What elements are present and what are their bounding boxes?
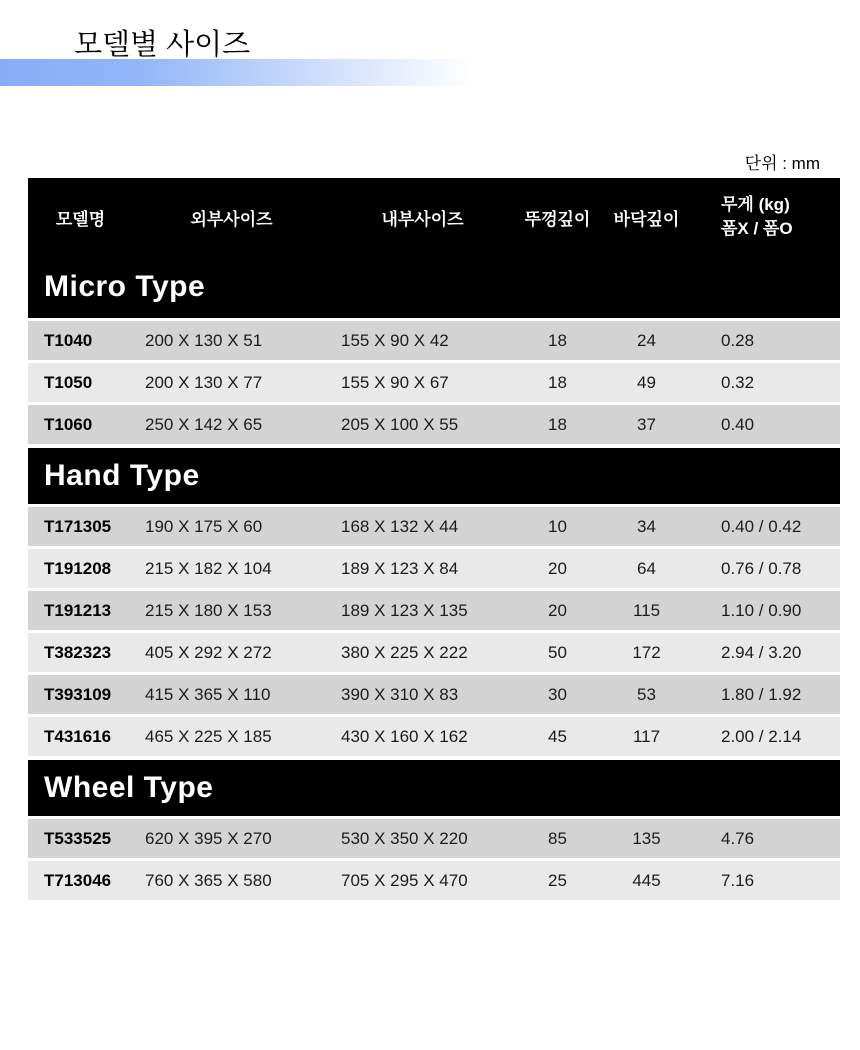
cell-inner-size: 155 X 90 X 42 — [341, 330, 449, 350]
column-header-outer-size: 외부사이즈 — [190, 209, 273, 229]
cell-inner-size: 189 X 123 X 135 — [341, 600, 468, 620]
section-header-band — [28, 256, 840, 318]
cell-outer-size: 215 X 182 X 104 — [145, 558, 272, 578]
cell-lid-depth: 20 — [548, 600, 567, 620]
cell-model-name: T393109 — [44, 684, 112, 704]
section-title: Wheel Type — [44, 771, 214, 804]
column-header-inner-size: 내부사이즈 — [381, 209, 464, 229]
cell-model-name: T191213 — [44, 600, 112, 620]
cell-outer-size: 250 X 142 X 65 — [145, 414, 263, 434]
table-section — [28, 760, 840, 900]
cell-lid-depth: 20 — [548, 558, 567, 578]
cell-bottom-depth: 135 — [632, 828, 661, 848]
column-header-bottom-depth: 바닥깊이 — [613, 209, 680, 229]
cell-lid-depth: 30 — [548, 684, 567, 704]
cell-bottom-depth: 53 — [637, 684, 656, 704]
table-row — [28, 717, 840, 756]
cell-weight: 1.80 / 1.92 — [721, 684, 802, 704]
cell-weight: 0.76 / 0.78 — [721, 558, 802, 578]
cell-outer-size: 200 X 130 X 51 — [145, 330, 263, 350]
table-row — [28, 549, 840, 588]
cell-inner-size: 168 X 132 X 44 — [341, 516, 459, 536]
cell-outer-size: 190 X 175 X 60 — [145, 516, 263, 536]
section-title: Hand Type — [44, 459, 200, 492]
table-section — [28, 256, 840, 444]
section-header-band — [28, 760, 840, 816]
cell-bottom-depth: 34 — [637, 516, 656, 536]
cell-lid-depth: 18 — [548, 372, 567, 392]
table-body — [28, 256, 840, 900]
section-rows — [28, 819, 840, 900]
cell-inner-size: 155 X 90 X 67 — [341, 372, 449, 392]
section-rows — [28, 507, 840, 756]
cell-outer-size: 415 X 365 X 110 — [145, 684, 271, 704]
cell-weight: 0.32 — [721, 372, 755, 392]
section-title: Micro Type — [44, 270, 206, 303]
table-section — [28, 448, 840, 756]
cell-lid-depth: 18 — [548, 330, 567, 350]
page-title: 모델별 사이즈 — [74, 29, 251, 61]
cell-bottom-depth: 64 — [637, 558, 656, 578]
table-row — [28, 591, 840, 630]
table-row — [28, 819, 840, 858]
cell-model-name: T1040 — [44, 330, 93, 350]
cell-inner-size: 189 X 123 X 84 — [341, 558, 459, 578]
cell-bottom-depth: 445 — [632, 870, 661, 890]
cell-outer-size: 620 X 395 X 270 — [145, 828, 272, 848]
cell-bottom-depth: 24 — [637, 330, 656, 350]
weight-header-line2: 폼X / 폼O — [721, 219, 793, 238]
cell-outer-size: 215 X 180 X 153 — [145, 600, 272, 620]
model-size-table — [28, 178, 840, 900]
cell-lid-depth: 85 — [548, 828, 567, 848]
cell-inner-size: 705 X 295 X 470 — [341, 870, 468, 890]
column-header-model: 모델명 — [55, 209, 106, 229]
cell-weight: 7.16 — [721, 870, 755, 890]
cell-outer-size: 200 X 130 X 77 — [145, 372, 263, 392]
table-header-row — [28, 178, 840, 256]
cell-weight: 0.40 / 0.42 — [721, 516, 802, 536]
table-row — [28, 507, 840, 546]
unit-label: 단위 : mm — [744, 154, 820, 173]
cell-lid-depth: 10 — [548, 516, 567, 536]
cell-model-name: T431616 — [44, 726, 112, 746]
cell-model-name: T533525 — [44, 828, 112, 848]
cell-model-name: T1050 — [44, 372, 93, 392]
cell-model-name: T1060 — [44, 414, 93, 434]
cell-weight: 4.76 — [721, 828, 755, 848]
cell-bottom-depth: 115 — [632, 600, 661, 620]
column-header-lid-depth: 뚜껑깊이 — [524, 209, 591, 229]
table-row — [28, 363, 840, 402]
cell-lid-depth: 18 — [548, 414, 567, 434]
cell-outer-size: 405 X 292 X 272 — [145, 642, 272, 662]
cell-outer-size: 465 X 225 X 185 — [145, 726, 272, 746]
cell-model-name: T171305 — [44, 516, 112, 536]
cell-weight: 1.10 / 0.90 — [721, 600, 802, 620]
cell-outer-size: 760 X 365 X 580 — [145, 870, 272, 890]
cell-model-name: T713046 — [44, 870, 112, 890]
cell-lid-depth: 25 — [548, 870, 567, 890]
cell-bottom-depth: 37 — [637, 414, 656, 434]
cell-bottom-depth: 117 — [632, 726, 661, 746]
table-row — [28, 861, 840, 900]
weight-header-line1: 무게 (kg) — [721, 195, 790, 214]
cell-weight: 2.94 / 3.20 — [721, 642, 802, 662]
cell-lid-depth: 50 — [548, 642, 567, 662]
section-rows — [28, 321, 840, 444]
cell-model-name: T191208 — [44, 558, 112, 578]
cell-inner-size: 380 X 225 X 222 — [341, 642, 468, 662]
title-accent-bar — [0, 59, 860, 86]
cell-model-name: T382323 — [44, 642, 112, 662]
cell-inner-size: 530 X 350 X 220 — [341, 828, 468, 848]
cell-bottom-depth: 49 — [637, 372, 656, 392]
column-header-weight — [693, 193, 840, 241]
table-row — [28, 405, 840, 444]
table-row — [28, 321, 840, 360]
cell-weight: 0.40 — [721, 414, 755, 434]
cell-inner-size: 390 X 310 X 83 — [341, 684, 459, 704]
cell-inner-size: 205 X 100 X 55 — [341, 414, 459, 434]
table-row — [28, 633, 840, 672]
cell-lid-depth: 45 — [548, 726, 567, 746]
cell-inner-size: 430 X 160 X 162 — [341, 726, 468, 746]
cell-bottom-depth: 172 — [632, 642, 661, 662]
table-row — [28, 675, 840, 714]
section-header-band — [28, 448, 840, 504]
cell-weight: 2.00 / 2.14 — [721, 726, 802, 746]
cell-weight: 0.28 — [721, 330, 755, 350]
